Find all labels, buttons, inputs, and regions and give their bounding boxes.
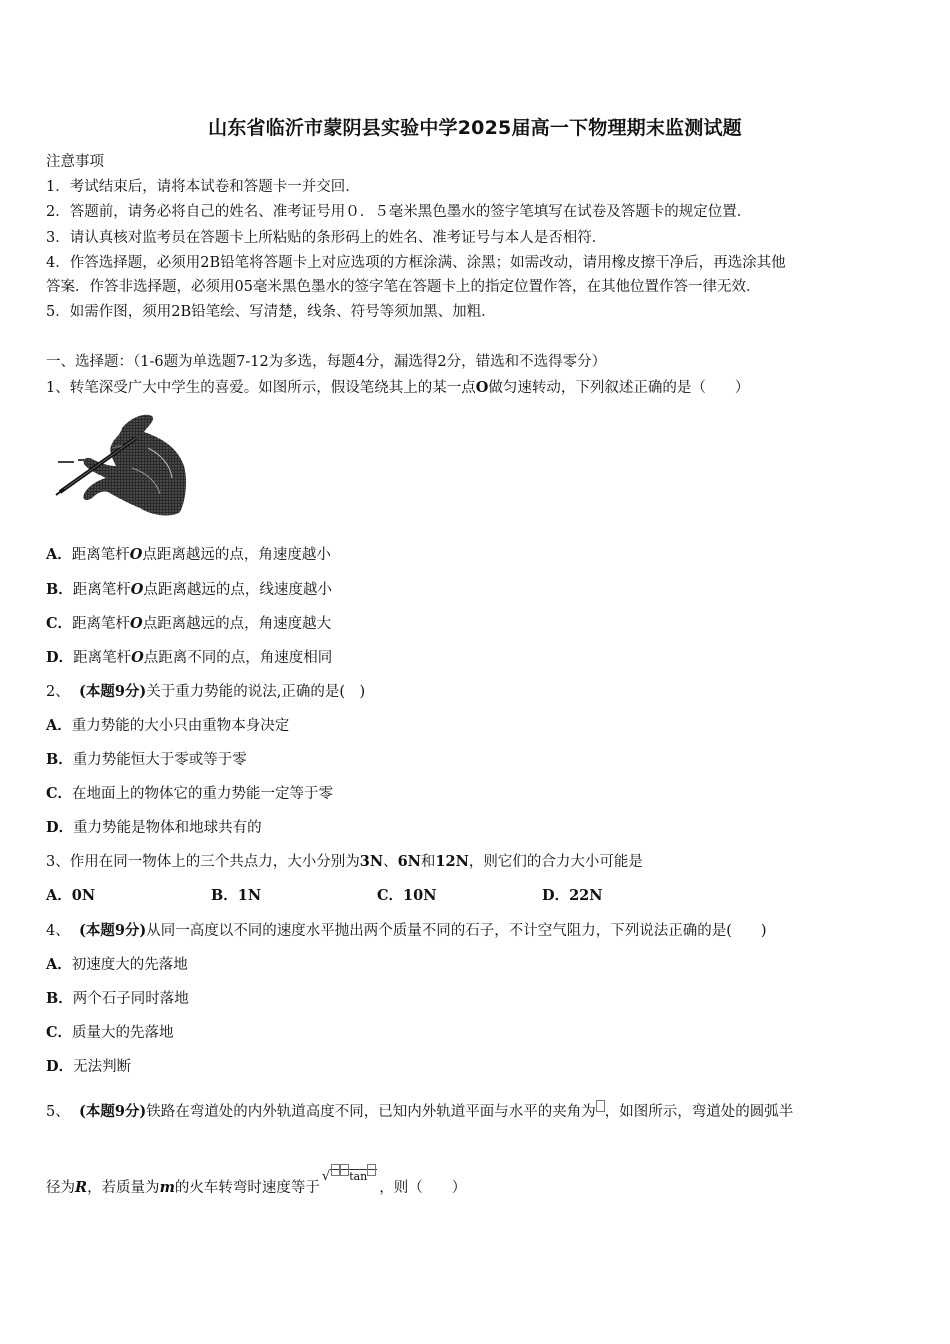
q4-stem-text: 从同一高度以不同的速度水平抛出两个质量不同的石子，不计空气阻力，下列说法正确的是( ): [146, 923, 767, 939]
q5-line2-b: ，若质量为: [87, 1180, 160, 1196]
q1-option-c-letter: C．: [46, 615, 73, 632]
q3-option-d: [542, 886, 603, 906]
q2-option-b: [46, 750, 247, 770]
q3-option-c-letter: C．: [377, 887, 404, 904]
q1-option-d: [46, 648, 332, 668]
speed-formula: [322, 1166, 377, 1187]
q3-force-1: 3N: [359, 853, 384, 870]
q5-mass-symbol: m: [159, 1179, 175, 1196]
q1-option-c-pre: 距离笔杆: [72, 616, 131, 632]
q3-option-b: [211, 886, 261, 906]
r-placeholder-icon: [340, 1164, 349, 1176]
theta2-placeholder-icon: [367, 1164, 376, 1176]
q1-option-a-o: O: [129, 546, 143, 563]
q1-option-a: [46, 545, 331, 565]
q5-radius-symbol: R: [75, 1179, 88, 1196]
q4-number: 4、: [46, 923, 70, 939]
q2-option-a-letter: A．: [46, 717, 72, 734]
q4-option-c-text: 质量大的先落地: [72, 1025, 174, 1041]
q3-option-d-letter: D．: [542, 887, 570, 904]
q1-option-a-pre: 距离笔杆: [71, 547, 130, 563]
q1-option-c-post: 点距离越远的点，角速度越大: [142, 616, 332, 632]
q1-option-a-letter: A．: [46, 546, 72, 563]
q1-option-d-letter: D．: [46, 649, 74, 666]
q1-option-d-post: 点距离不同的点，角速度相同: [143, 650, 333, 666]
q1-option-a-post: 点距离越远的点，角速度越小: [142, 547, 331, 563]
q4-option-b-letter: B．: [46, 990, 73, 1007]
question-1-stem: [46, 378, 749, 398]
q5-number: 5、: [46, 1104, 70, 1120]
notice-item-1: 1．考试结束后，请将本试卷和答题卡一并交回．: [46, 179, 360, 195]
q2-option-c-text: 在地面上的物体它的重力势能一定等于零: [72, 786, 334, 802]
q1-option-b-o: O: [130, 581, 144, 598]
notice-heading: 注意事项: [46, 154, 104, 170]
q5-score: (本题9分): [78, 1103, 147, 1120]
q1-option-b-pre: 距离笔杆: [72, 582, 131, 598]
q3-option-c: [377, 886, 436, 906]
section-heading: 一、选择题：（1-6题为单选题7-12为多选，每题4分，漏选得2分，错选和不选得零分）: [46, 354, 607, 370]
q2-option-d-letter: D．: [46, 819, 74, 836]
q2-option-d: [46, 818, 262, 838]
q1-point-o: O: [475, 379, 489, 396]
q5-stem-a: 铁路在弯道处的内外轨道高度不同，已知内外轨道平面与水平的夹角为: [146, 1104, 596, 1120]
q1-option-c: [46, 614, 331, 634]
notice-item-4-cont: 答案．作答非选择题，必须用05毫米黑色墨水的签字笔在答题卡上的指定位置作答，在其他位置作答一律无效．: [46, 279, 761, 295]
q2-number: 2、: [46, 684, 70, 700]
q3-option-d-text: 22N: [569, 887, 603, 904]
q4-option-c: [46, 1023, 174, 1043]
q4-option-d: [46, 1057, 131, 1077]
sqrt-icon: √: [321, 1169, 331, 1184]
q3-stem-b: ，则它们的合力大小可能是: [468, 854, 643, 870]
q1-option-b-post: 点距离越远的点，线速度越小: [143, 582, 332, 598]
q4-option-d-letter: D．: [46, 1058, 74, 1075]
notice-item-2: 2．答题前，请务必将自己的姓名、准考证号用０．５毫米黑色墨水的签字笔填写在试卷及答题卡的规定位置．: [46, 204, 752, 220]
q3-option-a-letter: A．: [46, 887, 72, 904]
q1-option-d-o: O: [131, 649, 144, 666]
q3-sep-2: 和: [420, 854, 436, 870]
q1-option-c-o: O: [130, 615, 143, 632]
q5-line2-a: 径为: [46, 1180, 75, 1196]
q2-option-d-text: 重力势能是物体和地球共有的: [73, 820, 262, 836]
q2-option-a: [46, 716, 289, 736]
q2-option-c: [46, 784, 333, 804]
q3-stem-a: 3、作用在同一物体上的三个共点力，大小分别为: [46, 854, 360, 870]
q2-option-b-letter: B．: [46, 751, 73, 768]
notice-item-3: 3．请认真核对监考员在答题卡上所粘贴的条形码上的姓名、准考证号与本人是否相符．: [46, 230, 607, 246]
q3-sep-1: 、: [383, 854, 398, 870]
question-2-stem: [46, 682, 365, 702]
g-placeholder-icon: [331, 1164, 340, 1176]
q4-option-a-letter: A．: [46, 956, 72, 973]
q5-line2-d: ，则（ ）: [379, 1180, 467, 1196]
q4-option-c-letter: C．: [46, 1024, 73, 1041]
q2-option-a-text: 重力势能的大小只由重物本身决定: [71, 718, 290, 734]
q2-option-b-text: 重力势能恒大于零或等于零: [72, 752, 247, 768]
pen-spinning-hand-figure: [52, 408, 188, 520]
theta-placeholder-icon: [596, 1100, 605, 1112]
q3-force-3: 12N: [435, 853, 469, 870]
q1-stem-a: 1、转笔深受广大中学生的喜爱。如图所示，假设笔绕其上的某一点: [46, 380, 476, 396]
q3-option-a: [46, 886, 95, 906]
q1-option-b: [46, 580, 332, 600]
q4-option-d-text: 无法判断: [73, 1059, 132, 1075]
q4-option-b: [46, 989, 189, 1009]
page-title: 山东省临沂市蒙阴县实验中学2025届高一下物理期末监测试题: [208, 117, 742, 139]
q3-option-a-text: 0N: [71, 887, 96, 904]
q5-line2-c: 的火车转弯时速度等于: [174, 1180, 320, 1196]
q3-force-2: 6N: [397, 853, 421, 870]
q1-stem-b: 做匀速转动，下列叙述正确的是（ ）: [488, 380, 750, 396]
question-5-stem: [46, 1102, 793, 1122]
q2-option-c-letter: C．: [46, 785, 73, 802]
notice-item-5: 5．如需作图，须用2B铅笔绘、写清楚，线条、符号等须加黑、加粗．: [46, 304, 496, 320]
q3-option-b-text: 1N: [237, 887, 262, 904]
q3-option-c-text: 10N: [403, 887, 437, 904]
question-5-stem-cont: [46, 1169, 467, 1199]
q4-option-a: [46, 955, 188, 975]
q2-score: (本题9分): [78, 683, 147, 700]
q3-options-row: [46, 886, 746, 906]
q4-score: (本题9分): [78, 922, 147, 939]
q1-option-d-pre: 距离笔杆: [73, 650, 132, 666]
formula-tan: tan: [349, 1170, 368, 1183]
question-3-stem: [46, 852, 643, 872]
q4-option-a-text: 初速度大的先落地: [71, 957, 188, 973]
question-4-stem: [46, 921, 767, 941]
notice-item-4: 4．作答选择题，必须用2B铅笔将答题卡上对应选项的方框涂满、涂黑；如需改动，请用橡皮擦干净后，再选涂其他: [46, 255, 786, 271]
q2-stem-text: 关于重力势能的说法,正确的是( ): [146, 684, 366, 700]
q4-option-b-text: 两个石子同时落地: [72, 991, 189, 1007]
formula-radicand: [330, 1169, 377, 1183]
q3-option-b-letter: B．: [211, 887, 238, 904]
q5-stem-b: ，如图所示，弯道处的圆弧半: [604, 1104, 794, 1120]
q1-option-b-letter: B．: [46, 581, 73, 598]
